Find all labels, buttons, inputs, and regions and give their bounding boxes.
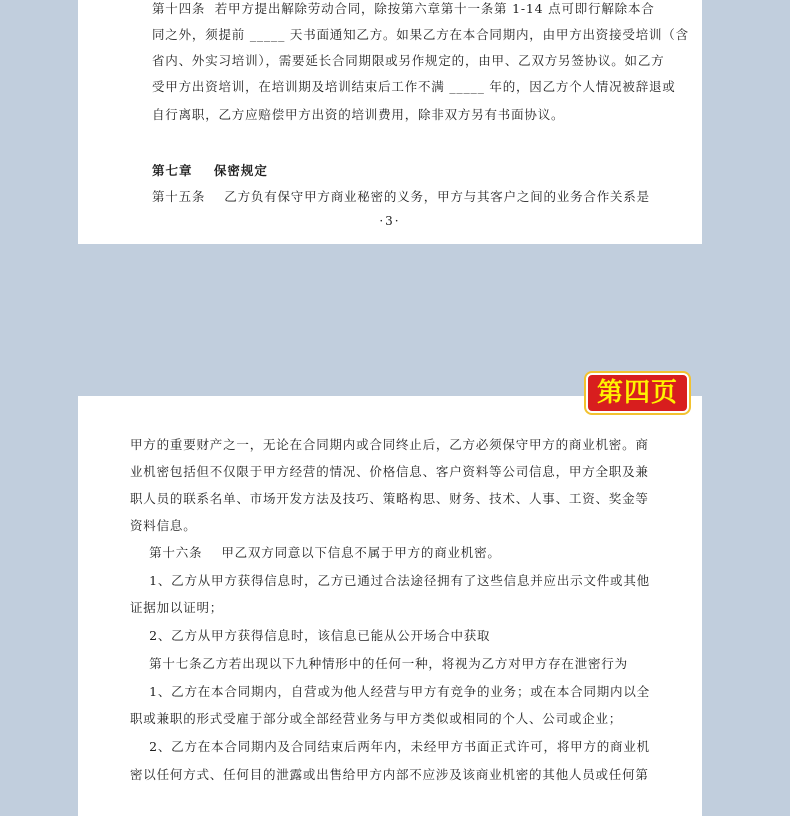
page3-text-line-2: 同之外，须提前 _____ 天书面通知乙方。如果乙方在本合同期内，由甲方出资接受培训（含 [152,27,689,42]
page4-text-line: 资料信息。 [130,518,197,533]
chapter-heading: 第七章 保密规定 [152,163,268,178]
page3-text-line-1: 第十四条 若甲方提出解除劳动合同，除按第六章第十一条第 1-14 点可即行解除本合 [152,1,655,16]
page3-text-line-4: 受甲方出资培训，在培训期及培训结束后工作不满 _____ 年的，因乙方个人情况被辞退或 [152,79,676,94]
page4-text-line: 1、乙方在本合同期内，自营或为他人经营与甲方有竞争的业务；或在本合同期内以全 [130,684,650,699]
page4-text-line: 第十六条 甲乙双方同意以下信息不属于甲方的商业机密。 [130,545,501,560]
page3-text-line-5: 自行离职，乙方应赔偿甲方出资的培训费用，除非双方另有书面协议。 [152,107,565,122]
page4-text-line: 2、乙方在本合同期内及合同结束后两年内，未经甲方书面正式许可，将甲方的商业机 [130,739,650,754]
page4-text-line: 甲方的重要财产之一，无论在合同期内或合同终止后，乙方必须保守甲方的商业机密。商 [130,437,649,452]
page4-text-line: 职或兼职的形式受雇于部分或全部经营业务与甲方类似或相同的个人、公司或企业； [130,711,623,726]
page4-text-line: 职人员的联系名单、市场开发方法及技巧、策略构思、财务、技术、人事、工资、奖金等 [130,491,649,506]
page-number: ·3· [379,214,401,228]
page4-text-line: 1、乙方从甲方获得信息时，乙方已通过合法途径拥有了这些信息并应出示文件或其他 [130,573,650,588]
document-page-4 [78,396,702,816]
page4-text-line: 证据加以证明； [130,600,224,615]
page4-text-line: 密以任何方式、任何目的泄露或出售给甲方内部不应涉及该商业机密的其他人员或任何第 [130,767,649,782]
page4-text-line: 2、乙方从甲方获得信息时，该信息已能从公开场合中获取 [130,628,491,643]
page4-text-line: 业机密包括但不仅限于甲方经营的情况、价格信息、客户资料等公司信息，甲方全职及兼 [130,464,649,479]
page4-text-line: 第十七条乙方若出现以下九种情形中的任何一种，将视为乙方对甲方存在泄密行为 [130,656,628,671]
document-page-3 [78,0,702,244]
page3-text-line-3: 省内、外实习培训），需要延长合同期限或另作规定的，由甲、乙双方另签协议。如乙方 [152,53,665,68]
page-badge: 第四页 [586,373,689,413]
article-15-text: 第十五条 乙方负有保守甲方商业秘密的义务，甲方与其客户之间的业务合作关系是 [152,189,650,204]
